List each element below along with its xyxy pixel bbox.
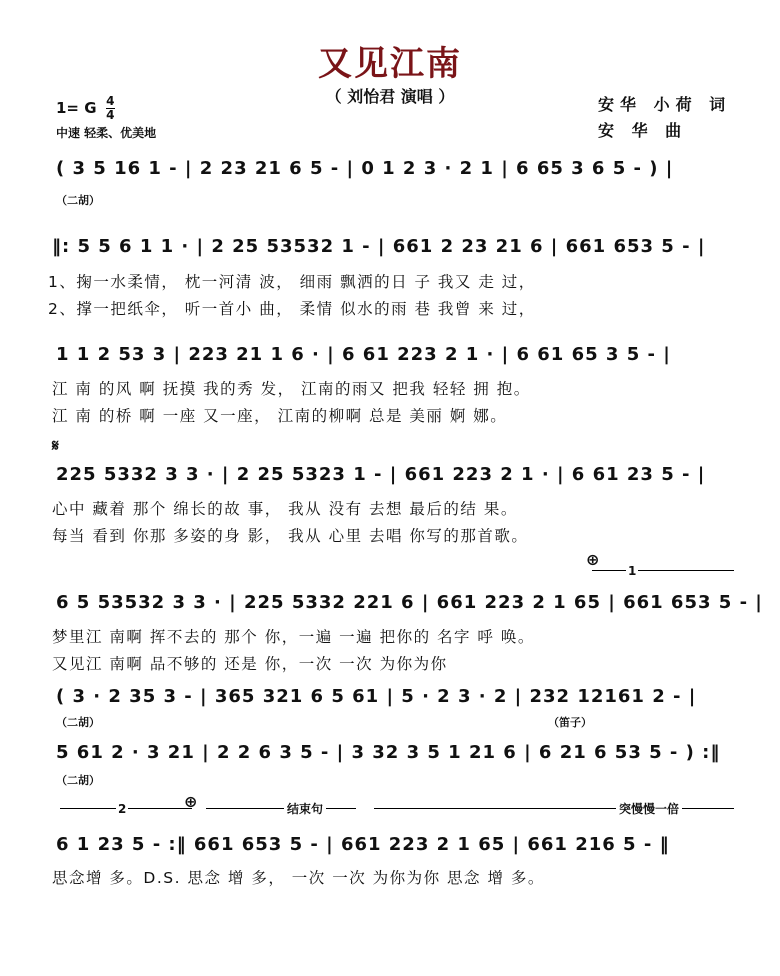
lyric-verse2-row1: 2、撑一把纸伞， 听一首小 曲， 柔情 似水的雨 巷 我曾 来 过， bbox=[48, 300, 536, 318]
score-row-interlude: ( 3 · 2 35 3 - | 365 321 6 5 61 | 5 · 2 3 · 2 | 232 12161 2 - | bbox=[56, 686, 697, 707]
score-row-ending: 6 1 23 5 - :‖ 661 653 5 - | 661 223 2 1 65 | 661 216 5 - ‖ bbox=[56, 834, 670, 855]
instrument-label: （二胡） bbox=[56, 774, 100, 787]
lyricist-credit: 安华 小荷 词 bbox=[598, 95, 732, 114]
time-numerator: 4 bbox=[106, 94, 115, 108]
performer-line: （ 刘怡君 演唱 ） bbox=[325, 87, 455, 106]
ending-phrase-label: 结束句 bbox=[284, 800, 326, 817]
lyric-verse2-row4: 又见江 南啊 品不够的 还是 你，一次 一次 为你为你 bbox=[52, 655, 448, 673]
instrument-label-flute: （笛子） bbox=[548, 716, 592, 729]
key-label: 1= G bbox=[56, 99, 97, 117]
lyric-verse1-row3: 心中 藏着 那个 绵长的故 事， 我从 没有 去想 最后的结 果。 bbox=[52, 500, 518, 518]
lyric-verse2-row3: 每当 看到 你那 多姿的身 影， 我从 心里 去唱 你写的那首歌。 bbox=[52, 527, 529, 545]
song-title: 又见江南 bbox=[318, 44, 462, 84]
volta-1-label: 1 bbox=[628, 564, 637, 578]
lyric-ending: 思念增 多。D.S. 思念 增 多， 一次 一次 为你为你 思念 增 多。 bbox=[52, 869, 545, 887]
composer-credit: 安 华 曲 bbox=[598, 121, 688, 140]
key-signature bbox=[56, 96, 115, 121]
coda-icon: ⊕ bbox=[184, 792, 198, 811]
lyric-verse1-row2: 江 南 的风 啊 抚摸 我的秀 发， 江南的雨又 把我 轻轻 拥 抱。 bbox=[52, 380, 531, 398]
lyric-verse1-row1: 1、掬一水柔情， 枕一河清 波， 细雨 飘洒的日 子 我又 走 过， bbox=[48, 273, 536, 291]
volta-2-label: 2 bbox=[118, 802, 127, 816]
instrument-label: （二胡） bbox=[56, 194, 100, 207]
score-row-3: 225 5332 3 3 · | 2 25 5323 1 - | 661 223 2 1 · | 6 61 23 5 - | bbox=[56, 464, 706, 485]
score-row-1: ‖: 5 5 6 1 1 · | 2 25 53532 1 - | 661 2 23 21 6 | 661 653 5 - | bbox=[52, 236, 706, 257]
tempo-marking: 中速 轻柔、优美地 bbox=[56, 126, 157, 140]
score-row-intro: ( 3 5 16 1 - | 2 23 21 6 5 - | 0 1 2 3 · 2 1 | 6 65 3 6 5 - ) | bbox=[56, 158, 674, 179]
lyric-verse1-row4: 梦里江 南啊 挥不去的 那个 你，一遍 一遍 把你的 名字 呼 唤。 bbox=[52, 628, 535, 646]
score-row-6: 5 61 2 · 3 21 | 2 2 6 3 5 - | 3 32 3 5 1 21 6 | 6 21 6 53 5 - ) :‖ bbox=[56, 742, 721, 763]
ritardando-label: 突慢慢一倍 bbox=[616, 800, 682, 817]
score-row-2: 1 1 2 53 3 | 223 21 1 6 · | 6 61 223 2 1 · | 6 61 65 3 5 - | bbox=[56, 344, 671, 365]
instrument-label: （二胡） bbox=[56, 716, 100, 729]
score-row-4: 6 5 53532 3 3 · | 225 5332 221 6 | 661 223 2 1 65 | 661 653 5 - | bbox=[56, 592, 763, 613]
time-signature bbox=[106, 96, 115, 121]
coda-icon: ⊕ bbox=[586, 550, 600, 569]
lyric-verse2-row2: 江 南 的桥 啊 一座 又一座， 江南的柳啊 总是 美丽 婀 娜。 bbox=[52, 407, 508, 425]
time-denominator: 4 bbox=[106, 108, 115, 122]
segno-icon: 𝄋 bbox=[52, 436, 59, 455]
